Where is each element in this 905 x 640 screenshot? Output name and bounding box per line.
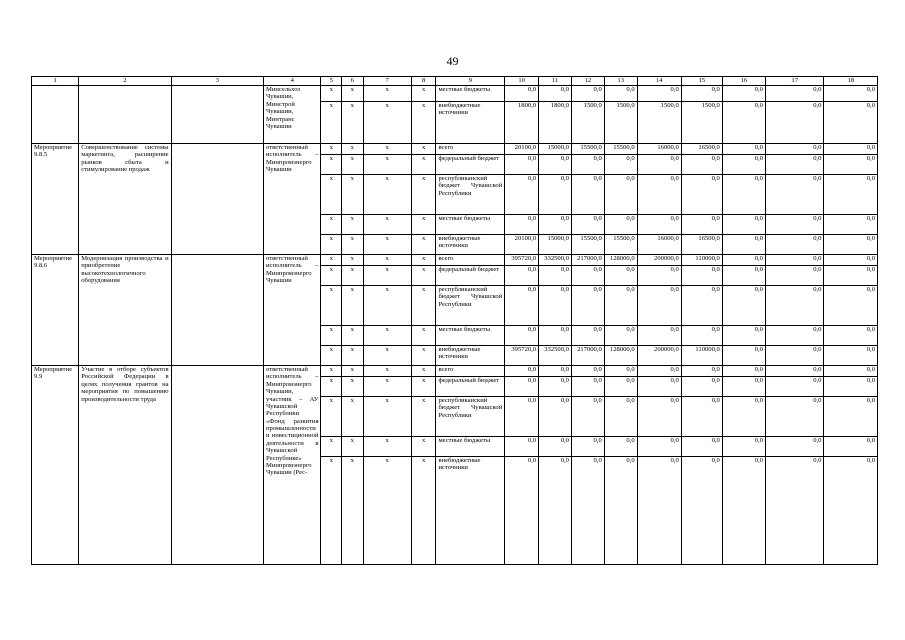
code-cell: х: [363, 397, 411, 437]
code-cell: х: [363, 102, 411, 144]
column-header: 15: [681, 77, 722, 86]
code-cell: х: [321, 86, 342, 102]
value-cell: 0,0: [637, 155, 681, 175]
value-cell: 0,0: [604, 397, 637, 437]
responsible-executor: Минсельхоз Чувашии, Минстрой Чувашии, Минтранс Чувашии: [264, 86, 321, 144]
code-cell: х: [411, 144, 436, 155]
value-cell: 0,0: [604, 366, 637, 377]
value-cell: 0,0: [681, 215, 722, 235]
value-cell: 0,0: [571, 215, 604, 235]
funding-source: местные бюджеты: [436, 215, 505, 235]
value-cell: 0,0: [765, 235, 824, 255]
code-cell: х: [411, 155, 436, 175]
column-header: 16: [722, 77, 765, 86]
value-cell: 0,0: [505, 215, 539, 235]
code-cell: х: [411, 86, 436, 102]
value-cell: 0,0: [571, 457, 604, 565]
value-cell: 0,0: [824, 326, 878, 346]
code-cell: х: [363, 286, 411, 326]
value-cell: 0,0: [571, 366, 604, 377]
code-cell: х: [321, 286, 342, 326]
value-cell: 0,0: [604, 155, 637, 175]
code-cell: х: [363, 86, 411, 102]
code-cell: х: [363, 266, 411, 286]
funding-source: республиканский бюджет Чувашской Республики: [436, 286, 505, 326]
value-cell: 0,0: [681, 86, 722, 102]
value-cell: 0,0: [824, 366, 878, 377]
value-cell: 0,0: [539, 175, 572, 215]
value-cell: 0,0: [722, 144, 765, 155]
value-cell: 0,0: [824, 346, 878, 366]
responsible-executor: ответственный исполнитель – Минпромэнерго Чувашии: [264, 255, 321, 366]
column-header: 14: [637, 77, 681, 86]
value-cell: 0,0: [722, 377, 765, 397]
code-cell: х: [342, 266, 364, 286]
value-cell: 0,0: [637, 286, 681, 326]
value-cell: 0,0: [681, 286, 722, 326]
value-cell: 0,0: [824, 235, 878, 255]
value-cell: 0,0: [571, 175, 604, 215]
value-cell: 16000,0: [637, 235, 681, 255]
code-cell: х: [411, 397, 436, 437]
code-cell: х: [342, 255, 364, 266]
value-cell: 0,0: [824, 144, 878, 155]
value-cell: 0,0: [637, 266, 681, 286]
code-cell: х: [363, 366, 411, 377]
column-header: 18: [824, 77, 878, 86]
value-cell: 1800,0: [505, 102, 539, 144]
value-cell: 0,0: [604, 86, 637, 102]
value-cell: 0,0: [604, 377, 637, 397]
value-cell: 0,0: [765, 175, 824, 215]
value-cell: 0,0: [722, 102, 765, 144]
column-header: 8: [411, 77, 436, 86]
funding-source: всего: [436, 255, 505, 266]
value-cell: 0,0: [681, 437, 722, 457]
value-cell: 0,0: [539, 155, 572, 175]
code-cell: х: [321, 397, 342, 437]
column-header: 5: [321, 77, 342, 86]
code-cell: х: [411, 235, 436, 255]
value-cell: 0,0: [637, 397, 681, 437]
code-cell: х: [342, 102, 364, 144]
funding-source: внебюджетные источники: [436, 457, 505, 565]
column-header: 4: [264, 77, 321, 86]
value-cell: 0,0: [604, 457, 637, 565]
value-cell: 0,0: [637, 437, 681, 457]
code-cell: х: [321, 437, 342, 457]
value-cell: 0,0: [681, 397, 722, 437]
value-cell: 0,0: [571, 437, 604, 457]
value-cell: 0,0: [637, 175, 681, 215]
code-cell: х: [342, 155, 364, 175]
code-cell: х: [363, 175, 411, 215]
column-header: 6: [342, 77, 364, 86]
value-cell: 0,0: [824, 397, 878, 437]
code-cell: х: [411, 326, 436, 346]
event-name: Модернизация производства и приобретение высокотехнологичного оборудования: [79, 255, 171, 366]
funding-source: местные бюджеты: [436, 437, 505, 457]
value-cell: 0,0: [765, 286, 824, 326]
value-cell: 0,0: [765, 346, 824, 366]
funding-source: всего: [436, 144, 505, 155]
funding-source: местные бюджеты: [436, 86, 505, 102]
code-cell: х: [321, 346, 342, 366]
value-cell: 1800,0: [539, 102, 572, 144]
value-cell: 0,0: [765, 255, 824, 266]
value-cell: 0,0: [765, 457, 824, 565]
value-cell: 20100,0: [505, 235, 539, 255]
code-cell: х: [342, 215, 364, 235]
value-cell: 128000,0: [604, 346, 637, 366]
value-cell: 0,0: [604, 326, 637, 346]
value-cell: 0,0: [765, 102, 824, 144]
value-cell: 0,0: [539, 397, 572, 437]
value-cell: 0,0: [539, 286, 572, 326]
value-cell: 15000,0: [539, 144, 572, 155]
value-cell: 0,0: [722, 366, 765, 377]
value-cell: 0,0: [539, 377, 572, 397]
code-cell: х: [321, 144, 342, 155]
table-row: [32, 255, 878, 266]
value-cell: 0,0: [539, 266, 572, 286]
event-code: [32, 86, 79, 144]
value-cell: 0,0: [765, 326, 824, 346]
value-cell: 0,0: [722, 437, 765, 457]
code-cell: х: [411, 377, 436, 397]
value-cell: 0,0: [505, 366, 539, 377]
code-cell: х: [342, 457, 364, 565]
value-cell: 0,0: [505, 86, 539, 102]
code-cell: х: [411, 457, 436, 565]
value-cell: 0,0: [722, 286, 765, 326]
value-cell: 0,0: [722, 86, 765, 102]
funding-source: внебюджетные источники: [436, 102, 505, 144]
column-header: 9: [436, 77, 505, 86]
code-cell: х: [363, 235, 411, 255]
code-cell: х: [363, 255, 411, 266]
code-cell: х: [411, 255, 436, 266]
value-cell: 0,0: [539, 366, 572, 377]
code-cell: х: [411, 366, 436, 377]
value-cell: 0,0: [765, 397, 824, 437]
code-cell: х: [342, 326, 364, 346]
code-cell: х: [321, 457, 342, 565]
page-number: 49: [446, 54, 459, 68]
code-cell: х: [342, 144, 364, 155]
code-cell: х: [363, 215, 411, 235]
responsible-executor: ответственный исполнитель – Минпромэнерго Чувашии, участник – АУ Чувашской Республики «Фонд развития промышленности и инвестиционной деятельности в Чувашской Республике» Минпромэнерго Чувашии (Рес-: [264, 366, 321, 565]
code-cell: х: [342, 346, 364, 366]
code-cell: х: [342, 397, 364, 437]
column-header: 13: [604, 77, 637, 86]
code-cell: х: [342, 235, 364, 255]
table-row: [32, 86, 878, 102]
value-cell: 0,0: [765, 155, 824, 175]
value-cell: 395720,0: [505, 346, 539, 366]
value-cell: 15500,0: [604, 144, 637, 155]
code-cell: х: [363, 326, 411, 346]
code-cell: х: [321, 377, 342, 397]
code-cell: х: [342, 377, 364, 397]
code-cell: х: [342, 175, 364, 215]
funding-source: местные бюджеты: [436, 326, 505, 346]
value-cell: 0,0: [824, 215, 878, 235]
value-cell: 332500,0: [539, 346, 572, 366]
value-cell: 332500,0: [539, 255, 572, 266]
event-code: Мероприятие 9.8.6: [32, 255, 79, 366]
value-cell: 0,0: [637, 86, 681, 102]
value-cell: 0,0: [765, 86, 824, 102]
value-cell: 395720,0: [505, 255, 539, 266]
code-cell: х: [411, 437, 436, 457]
event-name: Совершенствование системы маркетинга, расширение рынков сбыта и стимулирование продаж: [79, 144, 171, 255]
responsible-executor: ответственный исполнитель – Минпромэнерго Чувашии: [264, 144, 321, 255]
value-cell: 15000,0: [539, 235, 572, 255]
value-cell: 0,0: [637, 326, 681, 346]
value-cell: 0,0: [637, 457, 681, 565]
value-cell: 0,0: [604, 286, 637, 326]
value-cell: 0,0: [722, 346, 765, 366]
value-cell: 0,0: [571, 326, 604, 346]
code-cell: х: [411, 286, 436, 326]
event-code: Мероприятие 9.8.5: [32, 144, 79, 255]
column-header: 12: [571, 77, 604, 86]
code-cell: х: [321, 326, 342, 346]
code-cell: х: [411, 175, 436, 215]
column-header: 1: [32, 77, 79, 86]
empty-cell: [171, 366, 263, 565]
value-cell: 0,0: [824, 457, 878, 565]
value-cell: 0,0: [505, 437, 539, 457]
funding-source: федеральный бюджет: [436, 266, 505, 286]
value-cell: 0,0: [505, 175, 539, 215]
value-cell: 0,0: [824, 437, 878, 457]
value-cell: 0,0: [604, 437, 637, 457]
value-cell: 0,0: [571, 377, 604, 397]
value-cell: 0,0: [604, 175, 637, 215]
code-cell: х: [363, 346, 411, 366]
event-name: Участие в отборе субъектов Российской Федерации в целях получения грантов на мероприятия по повышению производительности труда: [79, 366, 171, 565]
value-cell: 1500,0: [637, 102, 681, 144]
value-cell: 0,0: [722, 397, 765, 437]
funding-source: республиканский бюджет Чувашской Республики: [436, 175, 505, 215]
value-cell: 20100,0: [505, 144, 539, 155]
value-cell: 0,0: [722, 155, 765, 175]
empty-cell: [171, 144, 263, 255]
funding-source: всего: [436, 366, 505, 377]
value-cell: 0,0: [765, 215, 824, 235]
value-cell: 110000,0: [681, 255, 722, 266]
value-cell: 200000,0: [637, 346, 681, 366]
column-header: 3: [171, 77, 263, 86]
code-cell: х: [363, 437, 411, 457]
value-cell: 16000,0: [637, 144, 681, 155]
value-cell: 217000,0: [571, 255, 604, 266]
value-cell: 0,0: [505, 397, 539, 437]
value-cell: 0,0: [824, 155, 878, 175]
table-row: [32, 366, 878, 377]
value-cell: 110000,0: [681, 346, 722, 366]
value-cell: 1500,0: [681, 102, 722, 144]
value-cell: 0,0: [681, 377, 722, 397]
funding-source: внебюджетные источники: [436, 235, 505, 255]
empty-cell: [171, 255, 263, 366]
value-cell: 0,0: [824, 286, 878, 326]
code-cell: х: [321, 255, 342, 266]
value-cell: 0,0: [824, 175, 878, 215]
code-cell: х: [411, 215, 436, 235]
empty-cell: [171, 86, 263, 144]
code-cell: х: [321, 215, 342, 235]
value-cell: 217000,0: [571, 346, 604, 366]
code-cell: х: [321, 235, 342, 255]
funding-source: федеральный бюджет: [436, 155, 505, 175]
value-cell: 0,0: [765, 266, 824, 286]
value-cell: 0,0: [681, 155, 722, 175]
value-cell: 0,0: [571, 155, 604, 175]
code-cell: х: [363, 155, 411, 175]
value-cell: 0,0: [539, 437, 572, 457]
value-cell: 0,0: [539, 457, 572, 565]
value-cell: 0,0: [722, 266, 765, 286]
event-code: Мероприятие 9.9: [32, 366, 79, 565]
value-cell: 0,0: [681, 326, 722, 346]
code-cell: х: [342, 86, 364, 102]
budget-table: [31, 76, 878, 565]
code-cell: х: [321, 366, 342, 377]
value-cell: 0,0: [505, 457, 539, 565]
code-cell: х: [321, 175, 342, 215]
value-cell: 0,0: [505, 377, 539, 397]
code-cell: х: [321, 102, 342, 144]
code-cell: х: [321, 155, 342, 175]
funding-source: внебюджетные источники: [436, 346, 505, 366]
code-cell: х: [363, 144, 411, 155]
value-cell: 0,0: [824, 377, 878, 397]
value-cell: 0,0: [604, 215, 637, 235]
value-cell: 0,0: [722, 235, 765, 255]
value-cell: 1500,0: [571, 102, 604, 144]
value-cell: 128000,0: [604, 255, 637, 266]
value-cell: 0,0: [539, 215, 572, 235]
value-cell: 0,0: [765, 366, 824, 377]
code-cell: х: [342, 286, 364, 326]
value-cell: 15500,0: [604, 235, 637, 255]
code-cell: х: [363, 377, 411, 397]
code-cell: х: [411, 102, 436, 144]
value-cell: 0,0: [637, 366, 681, 377]
value-cell: 0,0: [681, 457, 722, 565]
column-header: 17: [765, 77, 824, 86]
table-body: [32, 86, 878, 565]
column-header: 11: [539, 77, 572, 86]
value-cell: 0,0: [604, 266, 637, 286]
column-header: 10: [505, 77, 539, 86]
value-cell: 0,0: [722, 326, 765, 346]
code-cell: х: [411, 346, 436, 366]
value-cell: 0,0: [505, 266, 539, 286]
value-cell: 0,0: [539, 86, 572, 102]
value-cell: 0,0: [681, 366, 722, 377]
table-row: [32, 144, 878, 155]
value-cell: 0,0: [637, 377, 681, 397]
value-cell: 0,0: [722, 255, 765, 266]
value-cell: 16500,0: [681, 235, 722, 255]
value-cell: 0,0: [824, 266, 878, 286]
column-header: 7: [363, 77, 411, 86]
value-cell: 0,0: [681, 266, 722, 286]
column-header: 2: [79, 77, 171, 86]
value-cell: 0,0: [722, 215, 765, 235]
value-cell: 0,0: [637, 215, 681, 235]
value-cell: 0,0: [765, 377, 824, 397]
funding-source: республиканский бюджет Чувашской Республики: [436, 397, 505, 437]
value-cell: 200000,0: [637, 255, 681, 266]
value-cell: 0,0: [539, 326, 572, 346]
value-cell: 0,0: [722, 457, 765, 565]
value-cell: 0,0: [571, 86, 604, 102]
code-cell: х: [363, 457, 411, 565]
value-cell: 0,0: [824, 86, 878, 102]
value-cell: 0,0: [824, 102, 878, 144]
value-cell: 0,0: [571, 286, 604, 326]
value-cell: 0,0: [824, 255, 878, 266]
value-cell: 0,0: [505, 155, 539, 175]
value-cell: 16500,0: [681, 144, 722, 155]
value-cell: 1500,0: [604, 102, 637, 144]
value-cell: 0,0: [571, 397, 604, 437]
value-cell: 0,0: [571, 266, 604, 286]
value-cell: 0,0: [505, 286, 539, 326]
code-cell: х: [321, 266, 342, 286]
code-cell: х: [342, 437, 364, 457]
value-cell: 0,0: [765, 437, 824, 457]
value-cell: 0,0: [722, 175, 765, 215]
code-cell: х: [411, 266, 436, 286]
code-cell: х: [342, 366, 364, 377]
event-name: [79, 86, 171, 144]
funding-source: федеральный бюджет: [436, 377, 505, 397]
value-cell: 15500,0: [571, 235, 604, 255]
value-cell: 0,0: [505, 326, 539, 346]
column-number-row: [32, 77, 878, 86]
value-cell: 0,0: [681, 175, 722, 215]
value-cell: 15500,0: [571, 144, 604, 155]
value-cell: 0,0: [765, 144, 824, 155]
